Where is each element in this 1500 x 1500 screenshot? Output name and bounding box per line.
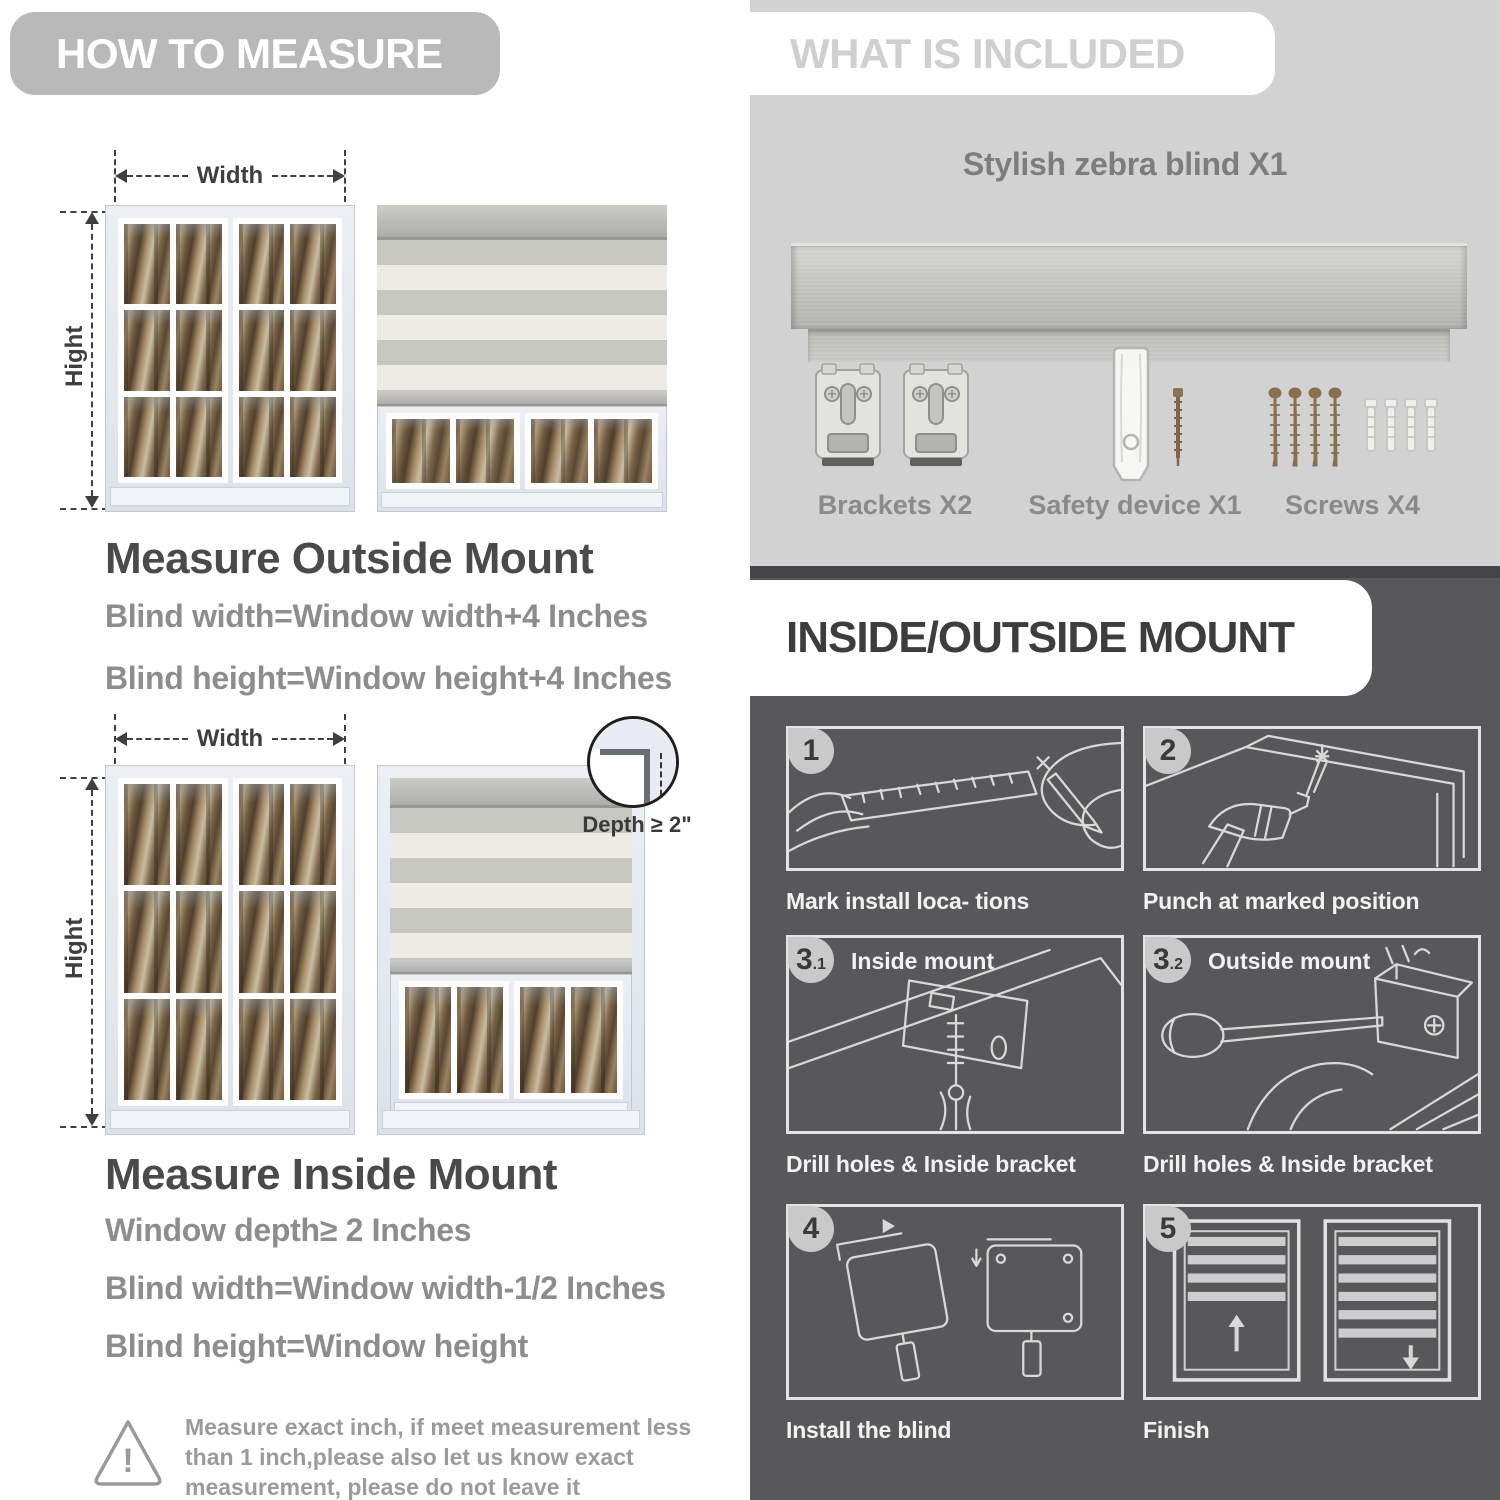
blind-bottom-rail <box>390 960 632 974</box>
step-3-2 <box>1143 935 1481 1178</box>
depth-magnifier-icon <box>587 716 679 808</box>
arrow-down-icon <box>85 1114 99 1126</box>
step-number-badge: 1 <box>788 728 834 774</box>
step-2-illustration <box>1146 729 1478 868</box>
blind-headrail <box>377 205 667 240</box>
step-2 <box>1143 726 1481 915</box>
step-4-panel <box>786 1204 1124 1400</box>
width-label: Width <box>196 162 264 189</box>
step-1-panel <box>786 726 1124 871</box>
safety-device-label: Safety device X1 <box>1028 490 1242 520</box>
what-is-included-section <box>750 0 1500 566</box>
dimension-guide <box>114 150 116 202</box>
dimension-guide <box>344 714 346 764</box>
brackets-icon <box>812 362 972 484</box>
step-number-badge: 5 <box>1145 1206 1191 1252</box>
outside-rule-height: Blind height=Window height+4 Inches <box>105 660 673 696</box>
depth-requirement-label: Depth ≥ 2" <box>582 812 692 837</box>
step-4-caption: Install the blind <box>786 1417 952 1443</box>
warning-note <box>185 1412 691 1500</box>
mount-header <box>750 580 1372 696</box>
step-2-caption: Punch at marked position <box>1143 888 1420 914</box>
step-4 <box>786 1204 1124 1444</box>
inside-rule-depth: Window depth≥ 2 Inches <box>105 1212 472 1248</box>
warning-line: than 1 inch,please also let us know exact <box>185 1444 634 1470</box>
step-3-1-caption: Drill holes & Inside bracket <box>786 1151 1076 1177</box>
arrow-up-icon <box>85 212 99 224</box>
step-number-badge: 3 .1 <box>788 937 834 983</box>
dimension-guide <box>344 150 346 202</box>
window-below-blind <box>377 406 667 512</box>
step-5-panel <box>1143 1204 1481 1400</box>
width-label: Width <box>196 725 264 752</box>
step-number-badge: 4 <box>788 1206 834 1252</box>
how-to-measure-title: HOW TO MEASURE <box>56 30 443 77</box>
arrow-left-icon <box>115 169 127 183</box>
screws-icon <box>1265 385 1440 477</box>
zebra-stripes <box>377 240 667 391</box>
dimension-guide <box>60 777 108 779</box>
step-5 <box>1143 1204 1481 1444</box>
step-3-1 <box>786 935 1124 1178</box>
window-illustration-inside <box>105 765 355 1135</box>
arrow-down-icon <box>85 496 99 508</box>
width-arrow <box>115 726 345 752</box>
inside-mount-title: Measure Inside Mount <box>105 1150 558 1199</box>
step-5-caption: Finish <box>1143 1417 1210 1443</box>
step-1-illustration <box>789 729 1121 868</box>
step-3-2-title: Outside mount <box>1208 948 1371 974</box>
step-2-panel <box>1143 726 1481 871</box>
step-3-2-caption: Drill holes & Inside bracket <box>1143 1151 1433 1177</box>
warning-line: Measure exact inch, if meet measurement less <box>185 1414 692 1440</box>
inside-rule-width: Blind width=Window width-1/2 Inches <box>105 1270 666 1306</box>
product-name: Stylish zebra blind X1 <box>962 146 1288 182</box>
arrow-up-icon <box>85 778 99 790</box>
mount-instructions-section <box>750 566 1500 1500</box>
window-illustration-outside <box>105 205 355 512</box>
dimension-guide <box>60 1126 108 1128</box>
safety-device-icon <box>1080 346 1205 498</box>
screws-label: Screws X4 <box>1284 490 1421 520</box>
step-number-badge: 3 .2 <box>1145 937 1191 983</box>
outside-rule-width: Blind width=Window width+4 Inches <box>105 598 648 634</box>
inside-rule-height: Blind height=Window height <box>105 1328 528 1364</box>
step-1-caption: Mark install loca- tions <box>786 888 1030 914</box>
what-is-included-title: WHAT IS INCLUDED <box>790 30 1185 77</box>
step-5-illustration <box>1146 1207 1478 1397</box>
dimension-guide <box>114 714 116 764</box>
height-label: Hight <box>61 325 88 387</box>
step-4-illustration <box>789 1207 1121 1397</box>
what-is-included-header <box>750 12 1275 95</box>
how-to-measure-header <box>10 12 500 95</box>
step-3-2-panel <box>1143 935 1481 1134</box>
step-1 <box>786 726 1124 915</box>
step-number-badge: 2 <box>1145 728 1191 774</box>
width-arrow <box>115 163 345 189</box>
section-divider <box>750 566 1500 578</box>
zebra-blind-outside-illustration <box>377 205 667 512</box>
mount-title: INSIDE/OUTSIDE MOUNT <box>786 613 1295 662</box>
blind-bottom-rail <box>377 391 667 406</box>
zebra-blind-headrail-product <box>791 243 1467 329</box>
height-label: Hight <box>61 917 88 979</box>
outside-mount-title: Measure Outside Mount <box>105 534 594 583</box>
step-3-1-panel <box>786 935 1124 1134</box>
svg-text:!: ! <box>122 1442 134 1480</box>
warning-triangle-icon <box>90 1416 166 1490</box>
arrow-left-icon <box>115 732 127 746</box>
warning-line: measurement, please do not leave it <box>185 1474 580 1500</box>
brackets-label: Brackets X2 <box>817 490 973 520</box>
window-below-blind <box>390 974 632 1122</box>
step-3-1-title: Inside mount <box>851 948 995 974</box>
dimension-guide <box>60 211 108 213</box>
dimension-guide <box>60 508 108 510</box>
window-pane <box>124 224 170 304</box>
